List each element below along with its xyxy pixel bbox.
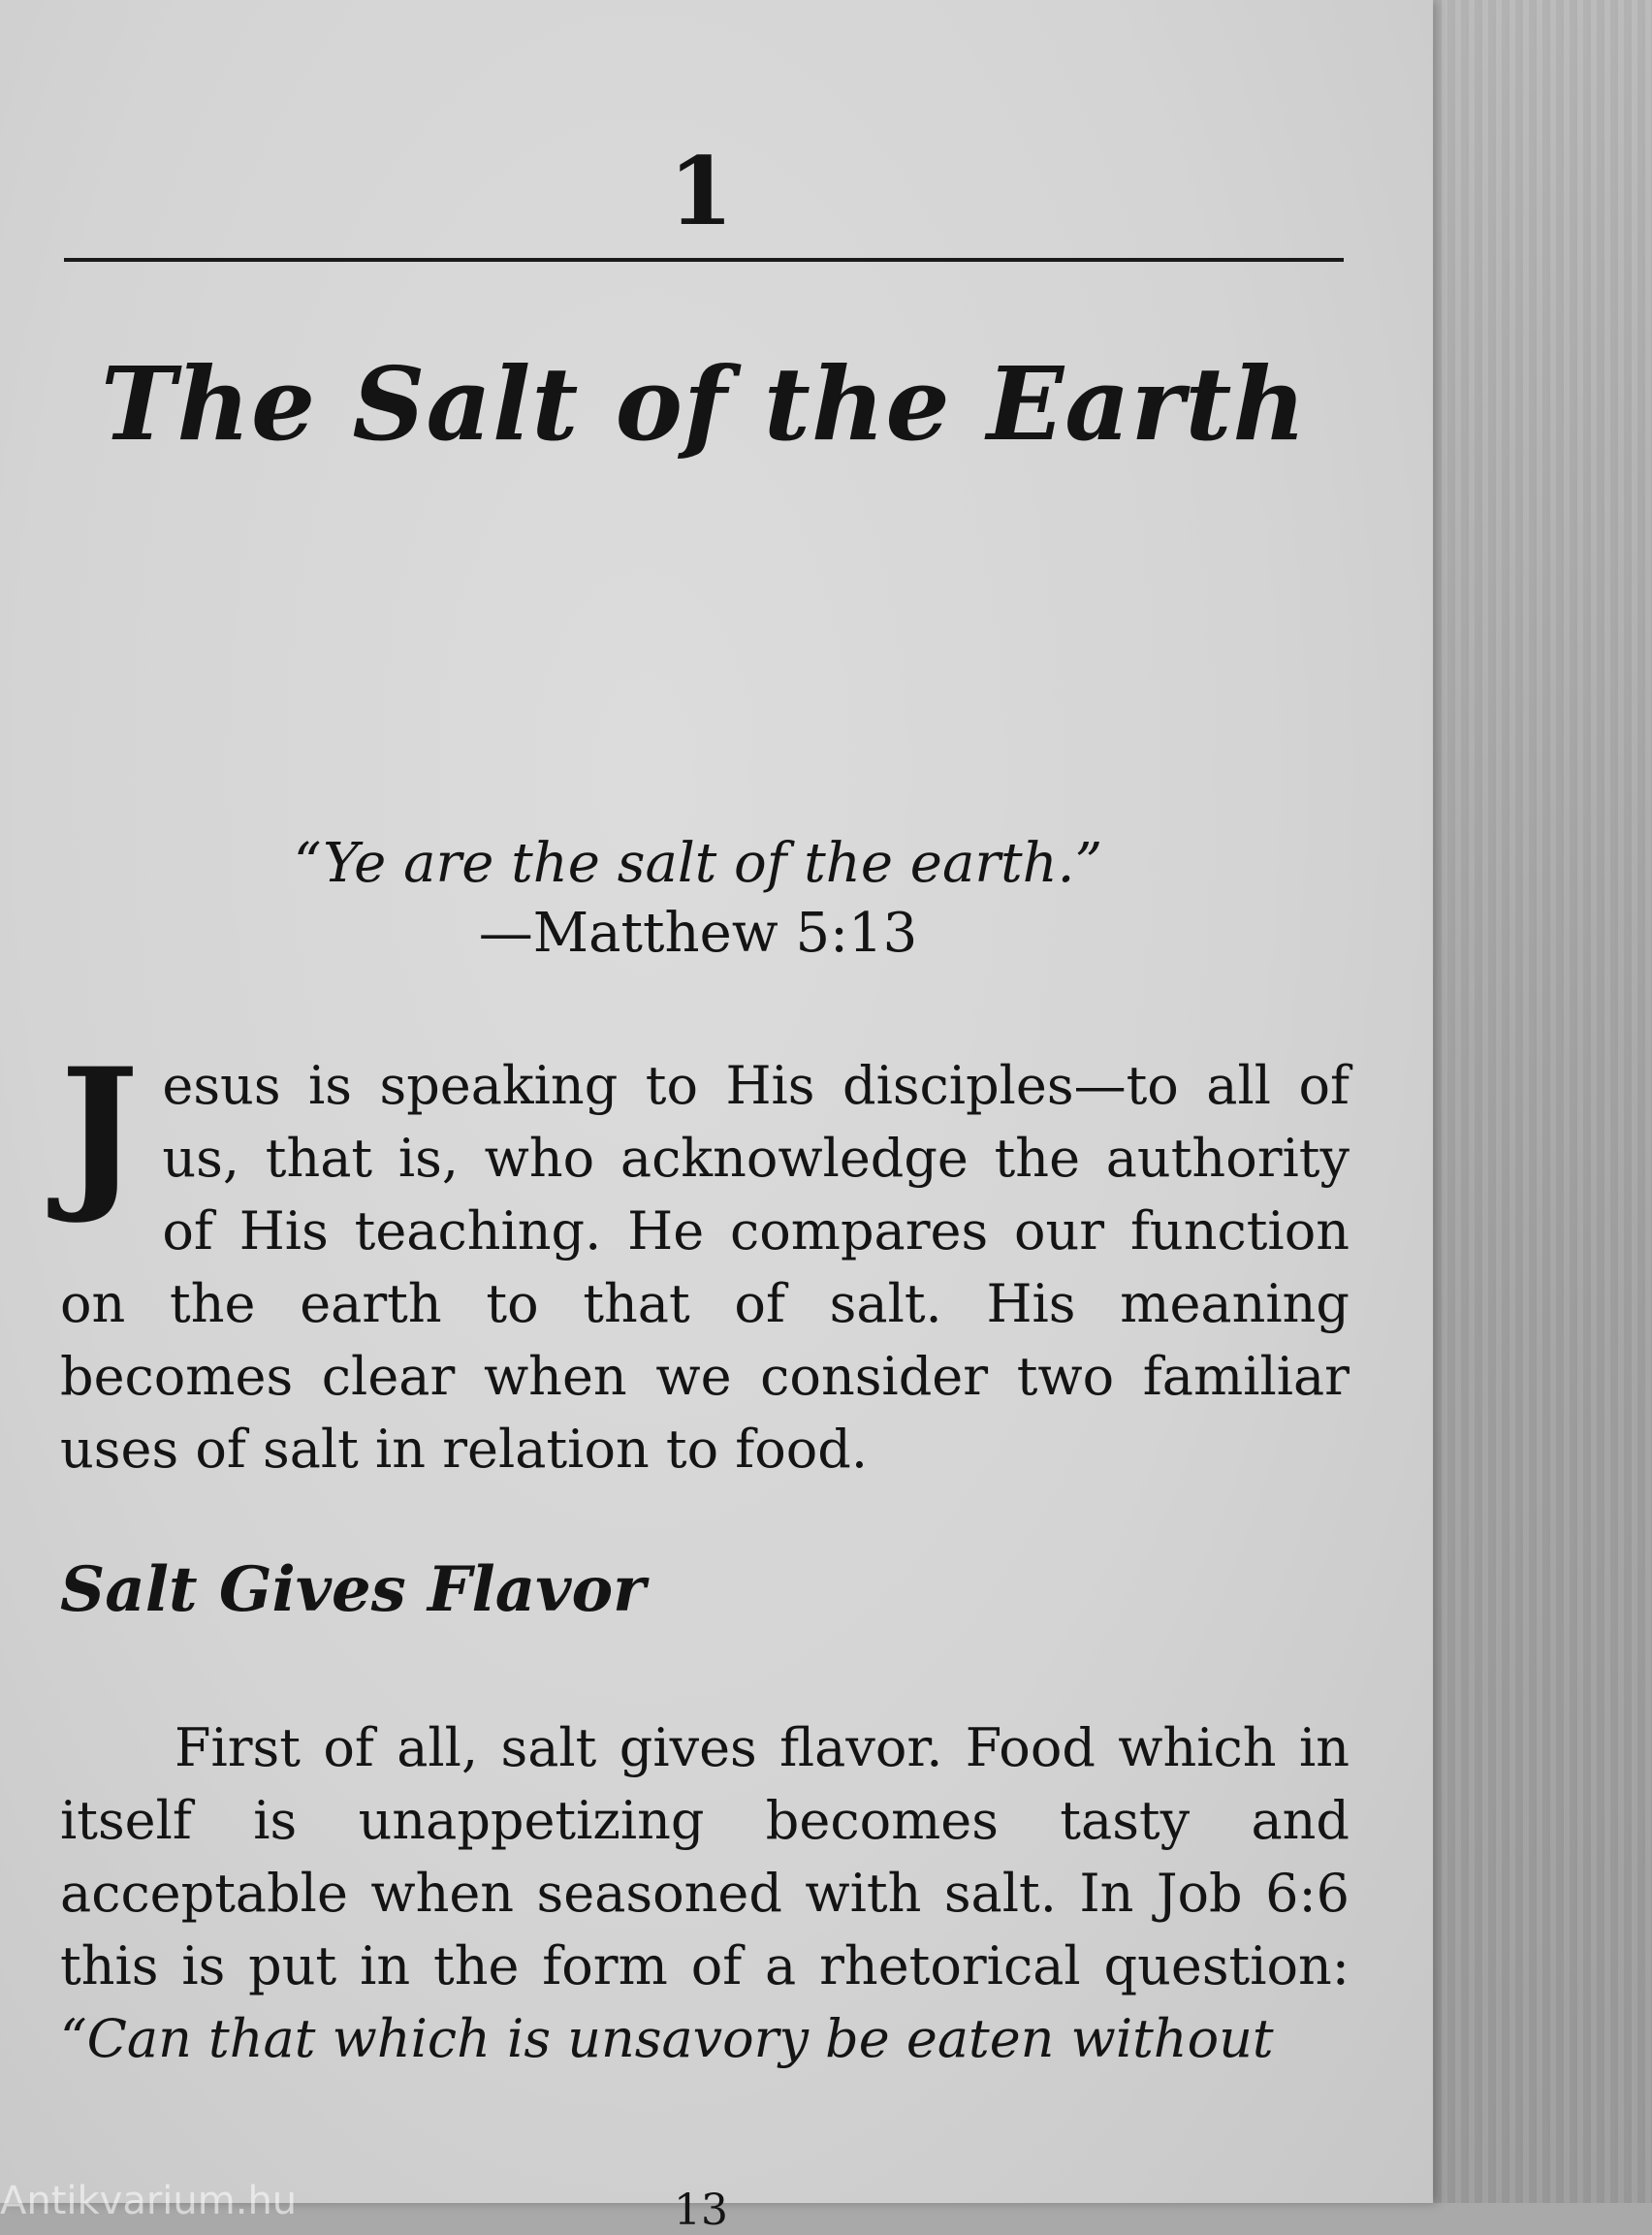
drop-cap: J: [60, 1031, 140, 1228]
epigraph-source: —Matthew 5:13: [478, 902, 918, 965]
section-quote: “Can that which is unsavory be eaten without: [60, 2008, 1274, 2069]
watermark-logo: Antikvarium.hu: [0, 2179, 298, 2223]
chapter-title: The Salt of the Earth: [100, 344, 1308, 463]
section-heading: Salt Gives Flavor: [60, 1553, 646, 1626]
background-surface: [1425, 0, 1652, 2203]
page-number: 13: [674, 2186, 728, 2235]
epigraph-quote: “Ye are the salt of the earth.”: [293, 832, 1103, 895]
chapter-number: 1: [668, 137, 734, 246]
epigraph: [145, 829, 1251, 969]
section-paragraph: [60, 1711, 1350, 2075]
intro-text: esus is speaking to His disciples—to all of us, that is, who acknowledge the authority of His teaching. He compares our function on the earth to that of salt. His meaning becomes clear when we consider two familiar uses of salt in relation to food.: [60, 1055, 1350, 1480]
intro-paragraph: [60, 1031, 1350, 1485]
section-text: First of all, salt gives flavor. Food which in itself is unappetizing becomes tasty and acceptable when seasoned with salt. In Job 6:6 this is put in the form of a rhetorical question:: [60, 1717, 1350, 1996]
chapter-rule: [64, 258, 1344, 262]
